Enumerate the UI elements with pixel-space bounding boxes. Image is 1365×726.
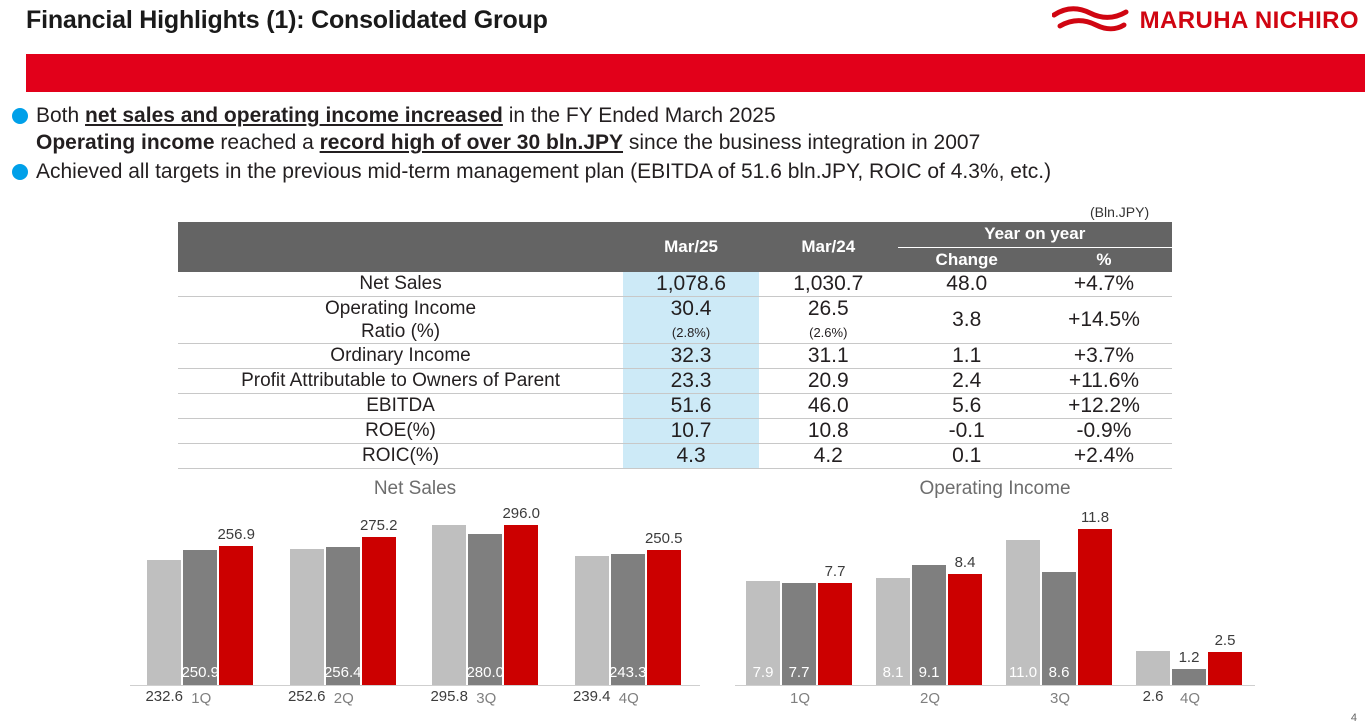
bar: [217, 526, 256, 685]
bar: [948, 554, 982, 685]
bar: [466, 534, 505, 685]
bar: [1208, 632, 1242, 685]
bar-value-label: 232.6: [145, 688, 184, 705]
bar: [430, 525, 469, 705]
bar: [1172, 649, 1206, 685]
operating-income-chart: [735, 478, 1255, 708]
operating-income-plot-area: [735, 508, 1255, 707]
table-row: [178, 344, 1172, 369]
cell-net-sales-pct: +4.7%: [1036, 272, 1172, 297]
wave-logo-icon: [1052, 6, 1132, 36]
bar-value-label: 9.1: [918, 664, 940, 681]
bullet-1-line1-underline: net sales and operating income increased: [85, 104, 503, 127]
brand-name: MARUHA NICHIRO: [1139, 7, 1359, 34]
cell-profit-mar25: 23.3: [623, 369, 759, 394]
bar: [502, 505, 541, 685]
cell-roe-mar24: 10.8: [759, 419, 897, 444]
bar-value-label: 2.5: [1214, 632, 1236, 650]
bar-group: [876, 508, 984, 685]
table-row: [178, 394, 1172, 419]
bar-value-label: 2.6: [1142, 688, 1164, 705]
row-label-operating-income-ratio: Ratio (%): [178, 321, 623, 344]
cell-ebitda-mar25: 51.6: [623, 394, 759, 419]
bar: [818, 563, 852, 685]
bar-group: [1006, 508, 1114, 685]
bar: [181, 550, 220, 685]
cell-ebitda-mar24: 46.0: [759, 394, 897, 419]
cell-roe-pct: -0.9%: [1036, 419, 1172, 444]
cell-ordinary-income-change: 1.1: [898, 344, 1036, 369]
cell-roic-mar25: 4.3: [623, 444, 759, 469]
bar-value-label: 239.4: [572, 688, 611, 705]
table-header-mar25: Mar/25: [623, 222, 759, 272]
cell-profit-pct: +11.6%: [1036, 369, 1172, 394]
cell-profit-change: 2.4: [898, 369, 1036, 394]
bar-value-label: 11.0: [1008, 664, 1038, 681]
bar: [608, 554, 647, 685]
bullet-1-line1-pre: Both: [36, 104, 86, 127]
bar-value-label: 8.6: [1048, 664, 1070, 681]
row-label-net-sales: Net Sales: [178, 272, 623, 297]
cell-operating-income-ratio-mar25: (2.8%): [623, 321, 759, 344]
bar-value-label: 7.9: [752, 664, 774, 681]
bullet-list: [8, 102, 1358, 187]
row-label-operating-income: Operating Income: [325, 298, 477, 319]
bar-value-label: 295.8: [430, 688, 469, 705]
bar-value-label: 256.9: [217, 526, 256, 544]
bullet-item-1-text: [36, 102, 980, 156]
x-axis-tick: 2Q: [919, 690, 940, 707]
page-number: 4: [1350, 712, 1357, 724]
net-sales-chart-title: Net Sales: [373, 478, 457, 499]
bar-value-label: 250.9: [181, 664, 220, 681]
bar: [359, 516, 398, 685]
cell-roic-pct: +2.4%: [1036, 444, 1172, 469]
x-axis-tick: 4Q: [1179, 690, 1200, 707]
cell-ordinary-income-mar24: 31.1: [759, 344, 897, 369]
row-label-ordinary-income: Ordinary Income: [178, 344, 623, 369]
cell-roe-mar25: 10.7: [623, 419, 759, 444]
row-label-roic: ROIC(%): [178, 444, 623, 469]
net-sales-chart: [130, 478, 700, 708]
x-axis-tick: 2Q: [333, 690, 354, 707]
title-red-band: [26, 54, 1365, 92]
table-row: [178, 419, 1172, 444]
cell-operating-income-change: 3.8: [898, 297, 1036, 344]
bullet-1-line2-bold: Operating income: [36, 131, 215, 154]
brand-logo: [1052, 6, 1359, 36]
bar-value-label: 1.2: [1178, 649, 1200, 667]
bar: [644, 529, 683, 685]
bar: [782, 583, 816, 685]
table-header-blank: [178, 222, 623, 272]
cell-ebitda-change: 5.6: [898, 394, 1036, 419]
table-row: [178, 297, 1172, 322]
table-header-yoy: Year on year: [898, 222, 1173, 247]
bullet-1-line2-mid: reached a: [214, 131, 320, 154]
row-label-profit-attributable: Profit Attributable to Owners of Parent: [178, 369, 623, 394]
cell-profit-mar24: 20.9: [759, 369, 897, 394]
bar: [1042, 572, 1076, 685]
bar-value-label: 280.0: [466, 664, 505, 681]
cell-ebitda-pct: +12.2%: [1036, 394, 1172, 419]
row-label-ebitda: EBITDA: [178, 394, 623, 419]
bullet-1-line2-post: since the business integration in 2007: [623, 131, 981, 154]
table-header-change: Change: [898, 247, 1036, 272]
cell-roe-change: -0.1: [898, 419, 1036, 444]
bar-value-label: 7.7: [824, 563, 846, 581]
cell-roic-change: 0.1: [898, 444, 1036, 469]
cell-ordinary-income-pct: +3.7%: [1036, 344, 1172, 369]
bullet-item-2-text: Achieved all targets in the previous mid-term management plan (EBITDA of 51.6 bln.JPY, ROIC of 4.3%, etc.): [36, 160, 1052, 183]
bullet-item-2: [8, 158, 1358, 185]
cell-net-sales-mar25: 1,078.6: [623, 272, 759, 297]
bar-value-label: 8.4: [954, 554, 976, 572]
cell-operating-income-mar24: 26.5: [807, 297, 849, 320]
bar-value-label: 8.1: [882, 664, 904, 681]
bullet-dot-icon: [12, 164, 28, 180]
cell-operating-income-pct: +14.5%: [1036, 297, 1172, 344]
bar-value-label: 252.6: [287, 688, 326, 705]
x-axis-tick: 3Q: [1049, 690, 1070, 707]
cell-operating-income-ratio-mar24: (2.6%): [759, 321, 897, 344]
bar: [1078, 509, 1112, 685]
table-row: [178, 272, 1172, 297]
bar-value-label: 7.7: [788, 664, 810, 681]
page-title: Financial Highlights (1): Consolidated Group: [26, 6, 548, 34]
bar-value-label: 11.8: [1080, 509, 1110, 527]
bar-value-label: 256.4: [323, 664, 362, 681]
net-sales-plot-area: [130, 505, 700, 707]
row-label-roe: ROE(%): [178, 419, 623, 444]
x-axis-tick: 1Q: [789, 690, 810, 707]
table-header-percent: %: [1036, 247, 1172, 272]
bar-group: [746, 508, 854, 685]
bar: [912, 565, 946, 685]
x-axis-tick: 3Q: [476, 690, 497, 707]
table-row: [178, 369, 1172, 394]
cell-operating-income-mar25: 30.4: [623, 297, 759, 322]
bar-value-label: 250.5: [644, 529, 683, 547]
table-header-mar24: Mar/24: [759, 222, 897, 272]
bar: [323, 547, 362, 685]
bar-value-label: 243.3: [608, 664, 647, 681]
table-header-row-1: [178, 222, 1172, 247]
cell-roic-mar24: 4.2: [759, 444, 897, 469]
bar-value-label: 296.0: [502, 505, 541, 523]
cell-net-sales-mar24: 1,030.7: [759, 272, 897, 297]
table-unit-label: (Bln.JPY): [1090, 204, 1150, 220]
bullet-1-line2-underline: record high of over 30 bln.JPY: [319, 131, 624, 154]
x-axis-tick: 1Q: [191, 690, 212, 707]
operating-income-chart-title: Operating Income: [919, 478, 1071, 499]
x-axis-tick: 4Q: [618, 690, 639, 707]
financial-highlights-table: [178, 222, 1172, 469]
bullet-item-1: [8, 102, 1358, 156]
cell-net-sales-change: 48.0: [898, 272, 1036, 297]
bar-value-label: 275.2: [359, 516, 398, 534]
cell-ordinary-income-mar25: 32.3: [623, 344, 759, 369]
bullet-dot-icon: [12, 108, 28, 124]
table-row: [178, 444, 1172, 469]
bullet-1-line1-post: in the FY Ended March 2025: [502, 104, 776, 127]
